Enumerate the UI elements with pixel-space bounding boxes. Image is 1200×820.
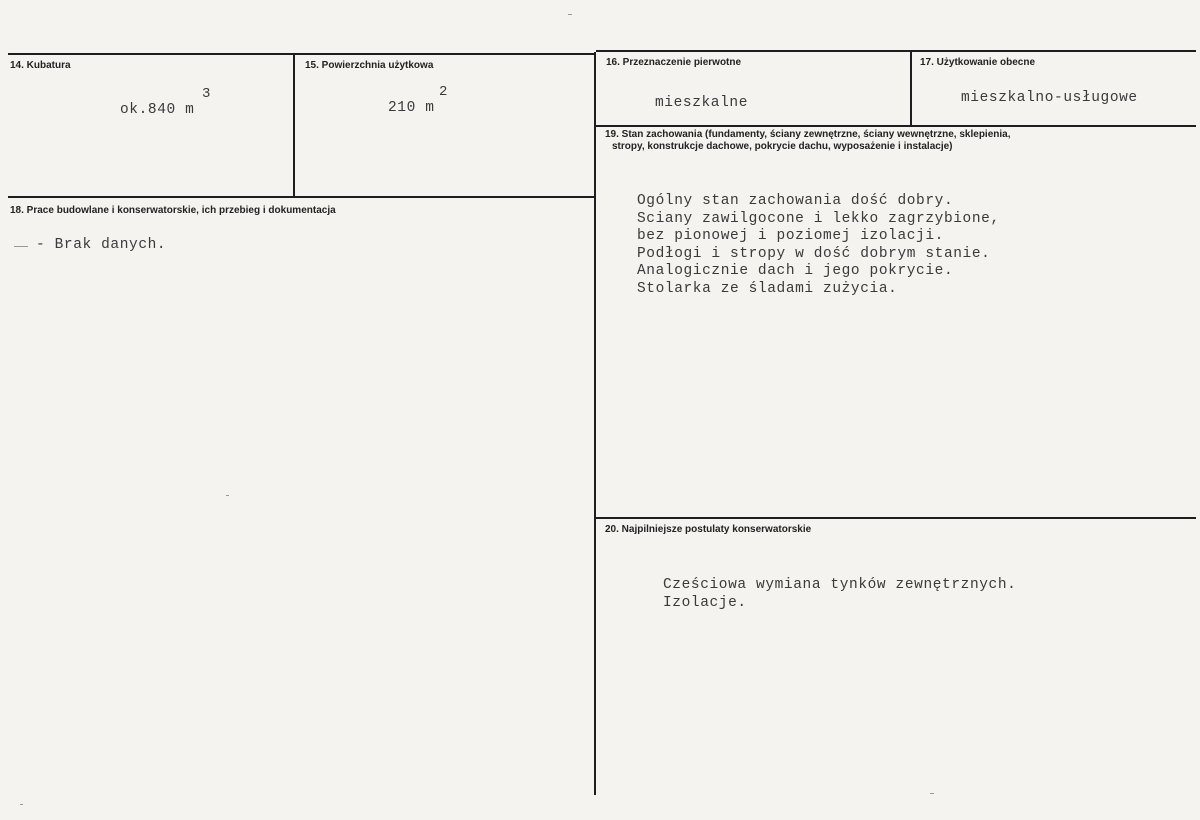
field-14-label: 14. Kubatura bbox=[10, 60, 71, 71]
field-15-value: 210 m bbox=[388, 100, 435, 116]
scan-speck bbox=[568, 14, 572, 15]
field-17-label: 17. Użytkowanie obecne bbox=[920, 57, 1036, 68]
field-19-label bbox=[605, 129, 1165, 153]
scan-speck bbox=[226, 495, 229, 496]
field-16-label: 16. Przeznaczenie pierwotne bbox=[606, 57, 742, 68]
rule-under-16-17 bbox=[596, 125, 1196, 127]
field-19-line: Sciany zawilgocone i lekko zagrzybione, bbox=[637, 210, 1000, 227]
divider-16-17 bbox=[910, 52, 912, 125]
field-20-line: Cześciowa wymiana tynków zewnętrznych. bbox=[663, 577, 1017, 593]
top-rule-left bbox=[8, 53, 594, 55]
field-19-label-line2: stropy, konstrukcje dachowe, pokrycie dachu, wyposażenie i instalacje) bbox=[612, 141, 953, 152]
center-divider bbox=[594, 52, 596, 795]
divider-14-15 bbox=[293, 55, 295, 197]
field-18-value: - Brak danych. bbox=[36, 237, 167, 253]
top-rule-right bbox=[596, 50, 1196, 52]
field-19-line: Analogicznie dach i jego pokrycie. bbox=[637, 263, 954, 279]
scan-speck bbox=[14, 246, 28, 247]
field-20-line: Izolacje. bbox=[663, 594, 747, 611]
scan-speck bbox=[930, 793, 934, 794]
field-19-line: Ogólny stan zachowania dość dobry. bbox=[637, 193, 954, 209]
scan-speck bbox=[20, 804, 23, 805]
rule-under-14-15 bbox=[8, 196, 594, 198]
field-19-line: Podłogi i stropy w dość dobrym stanie. bbox=[637, 245, 991, 262]
rule-under-19 bbox=[596, 517, 1196, 519]
field-19-label-line1: 19. Stan zachowania (fundamenty, ściany zewnętrzne, ściany wewnętrzne, sklepienia, bbox=[605, 129, 1011, 140]
field-17-value: mieszkalno-usługowe bbox=[961, 90, 1138, 106]
field-15-exponent: 2 bbox=[439, 84, 449, 100]
field-16-value: mieszkalne bbox=[655, 95, 749, 111]
field-18-label: 18. Prace budowlane i konserwatorskie, ich przebieg i dokumentacja bbox=[10, 205, 336, 216]
field-15-label: 15. Powierzchnia użytkowa bbox=[305, 60, 434, 71]
field-14-exponent: 3 bbox=[202, 86, 212, 102]
field-20-label: 20. Najpilniejsze postulaty konserwatorskie bbox=[605, 524, 812, 535]
field-19-line: Stolarka ze śladami zużycia. bbox=[637, 280, 898, 297]
field-19-line: bez pionowej i poziomej izolacji. bbox=[637, 228, 944, 244]
field-14-value: ok.840 m bbox=[120, 102, 195, 118]
